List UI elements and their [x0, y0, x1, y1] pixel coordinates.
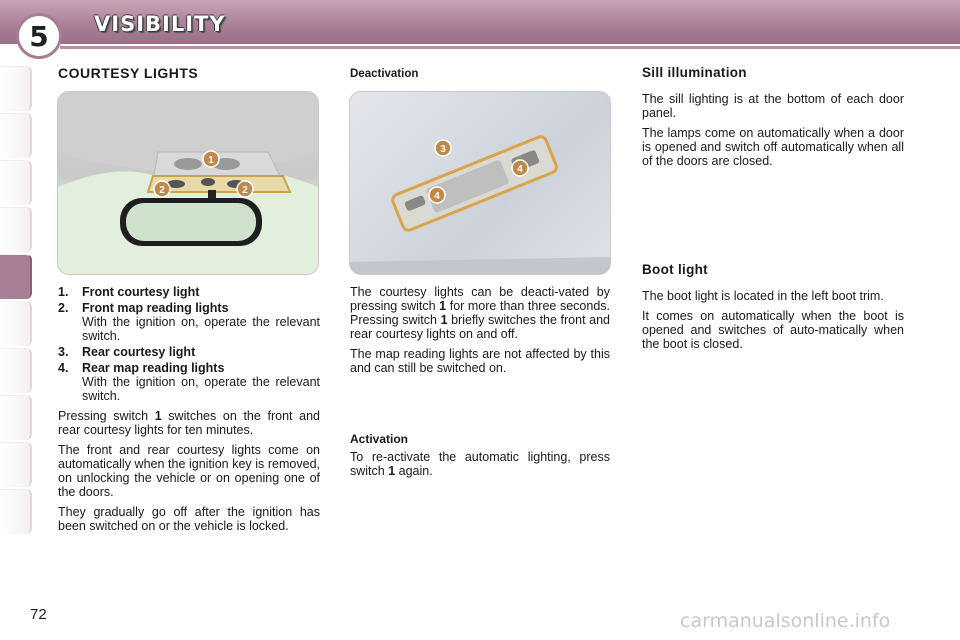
- header-rule: [60, 46, 960, 49]
- list-item: 2. Front map reading lights With the ignition on, operate the relevant switch.: [58, 301, 320, 343]
- chapter-tab[interactable]: [0, 348, 32, 393]
- callout-4-right: 4: [517, 164, 523, 175]
- callout-2-left: 2: [159, 185, 165, 196]
- watermark: carmanualsonline.info: [680, 610, 891, 632]
- page-number: 72: [30, 606, 47, 623]
- left-column-body: [58, 285, 320, 539]
- chapter-badge: [16, 13, 62, 59]
- paragraph: The map reading lights are not affected by this and can still be switched on.: [350, 347, 610, 375]
- section-title-activation: Activation: [350, 432, 409, 446]
- lights-list: [58, 285, 320, 403]
- right-column: [642, 66, 904, 174]
- deactivation-text: [350, 285, 610, 381]
- paragraph: The lamps come on automatically when a door is opened and switch off automatically when all of the doors are closed.: [642, 126, 904, 168]
- callout-4-left: 4: [434, 191, 440, 202]
- activation-section: [350, 432, 610, 484]
- boot-section: [642, 263, 904, 357]
- section-title-courtesy-lights: COURTESY LIGHTS: [58, 65, 199, 81]
- section-title-deactivation: Deactivation: [350, 68, 419, 80]
- chapter-tabs: [0, 66, 34, 536]
- paragraph: Pressing switch 1 switches on the front and rear courtesy lights for ten minutes.: [58, 409, 320, 437]
- chapter-tab[interactable]: [0, 442, 32, 487]
- paragraph: They gradually go off after the ignition has been switched on or the vehicle is locked.: [58, 505, 320, 533]
- front-lights-illustration: [57, 91, 319, 275]
- list-item: 4. Rear map reading lights With the ignition on, operate the relevant switch.: [58, 361, 320, 403]
- middle-column: [350, 67, 610, 81]
- section-title-boot: Boot light: [642, 262, 708, 277]
- chapter-number: 5: [29, 19, 49, 53]
- chapter-tab-active[interactable]: [0, 254, 32, 299]
- paragraph: The sill lighting is at the bottom of each door panel.: [642, 92, 904, 120]
- chapter-tab[interactable]: [0, 395, 32, 440]
- paragraph: The courtesy lights can be deacti-vated by pressing switch 1 for more than three seconds. Pressing switch 1 briefly switches the front and rear courtesy lights on and off.: [350, 285, 611, 341]
- chapter-tab[interactable]: [0, 207, 32, 252]
- chapter-tab[interactable]: [0, 113, 32, 158]
- callout-1: 1: [208, 155, 214, 166]
- paragraph: The boot light is located in the left boot trim.: [642, 289, 884, 303]
- paragraph: It comes on automatically when the boot is opened and switches of auto-matically when the boot is closed.: [642, 309, 904, 351]
- list-item: 1. Front courtesy light: [58, 285, 200, 299]
- chapter-tab[interactable]: [0, 66, 32, 111]
- callout-3: 3: [440, 144, 446, 155]
- chapter-tab[interactable]: [0, 489, 32, 534]
- left-column: [58, 66, 320, 80]
- rear-lights-illustration: [349, 91, 611, 275]
- callout-2-right: 2: [242, 185, 248, 196]
- paragraph: The front and rear courtesy lights come on automatically when the ignition key is removed, on unlocking the vehicle or on opening one of the doors.: [58, 443, 320, 499]
- section-title-sill: Sill illumination: [642, 65, 747, 80]
- chapter-tab[interactable]: [0, 301, 32, 346]
- paragraph: To re-activate the automatic lighting, press switch 1 again.: [350, 450, 610, 478]
- chapter-tab[interactable]: [0, 160, 32, 205]
- list-item: 3. Rear courtesy light: [58, 345, 196, 359]
- chapter-title: VISIBILITY: [94, 12, 226, 36]
